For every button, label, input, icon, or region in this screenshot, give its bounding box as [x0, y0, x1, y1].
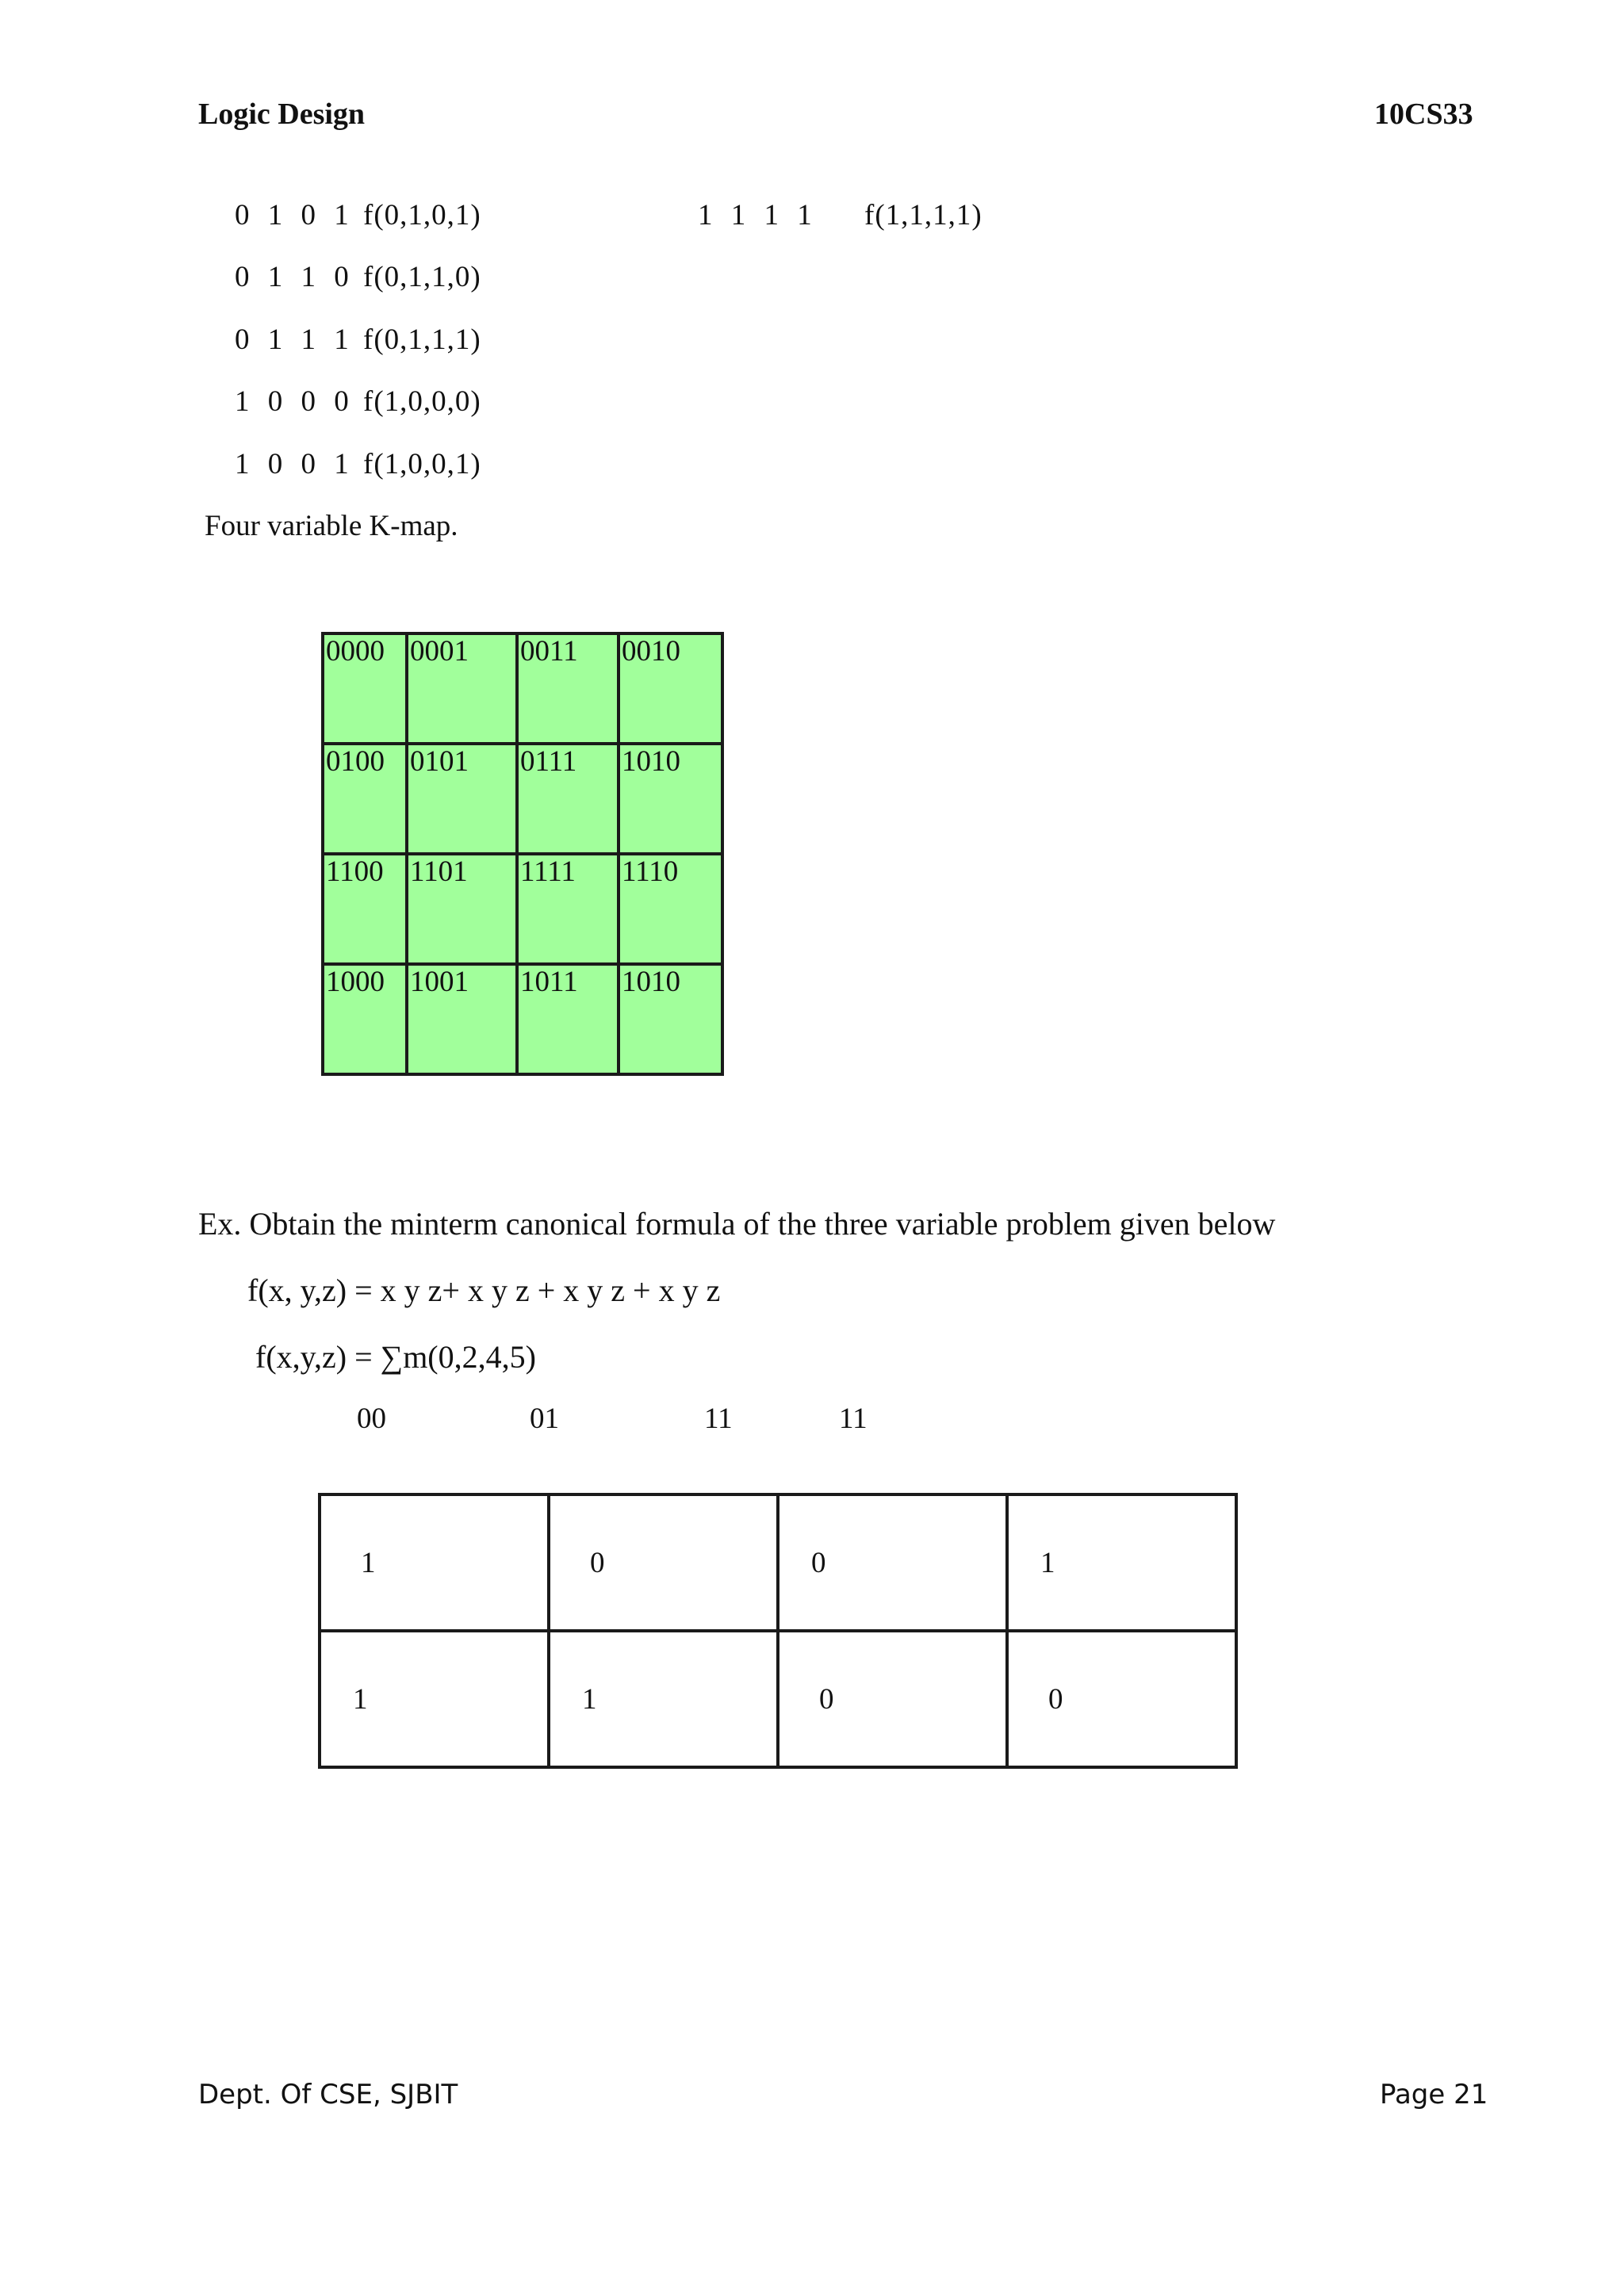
- example-formula-minterm: f(x,y,z) = ∑m(0,2,4,5): [255, 1339, 536, 1375]
- kmap4-cell: 0011: [517, 633, 619, 744]
- kmap4-cell: 1010: [619, 964, 722, 1074]
- kmap3-cell: 0: [1007, 1631, 1236, 1767]
- kmap4-cell: 1000: [323, 964, 407, 1074]
- kmap4-row: [323, 964, 722, 1074]
- kmap3-cell: 1: [1007, 1494, 1236, 1631]
- truth-row-func: f(1,1,1,1): [864, 199, 982, 232]
- example-formula-sum: f(x, y,z) = x y z+ x y z + x y z + x y z: [247, 1272, 721, 1308]
- kmap4-row: [323, 744, 722, 854]
- truth-row-bits: 1 0 0 0: [235, 385, 350, 418]
- kmap3-col-header: 11: [704, 1402, 733, 1435]
- kmap3-cell: 0: [778, 1631, 1007, 1767]
- kmap4-cell: 0000: [323, 633, 407, 744]
- three-variable-kmap: [318, 1493, 1238, 1769]
- kmap3-col-header: 11: [839, 1402, 868, 1435]
- truth-row-bits: 1 1 1 1: [698, 199, 813, 232]
- kmap4-cell: 1101: [407, 854, 517, 964]
- kmap4-cell: 1011: [517, 964, 619, 1074]
- kmap4-cell: 1111: [517, 854, 619, 964]
- kmap3-row: [320, 1631, 1236, 1767]
- truth-row-bits: 0 1 1 1: [235, 323, 350, 356]
- truth-row-bits: 0 1 0 1: [235, 199, 350, 232]
- footer-page-number: Page 21: [1380, 2079, 1488, 2110]
- four-variable-kmap: [321, 632, 724, 1076]
- kmap4-cell: 0001: [407, 633, 517, 744]
- truth-row-func: f(0,1,1,0): [363, 261, 481, 293]
- kmap3-col-header: 01: [530, 1402, 559, 1435]
- truth-row-bits: 0 1 1 0: [235, 261, 350, 293]
- kmap4-row: [323, 633, 722, 744]
- example-statement: Ex. Obtain the minterm canonical formula of the three variable problem given below: [198, 1206, 1276, 1242]
- kmap3-col-header: 00: [357, 1402, 386, 1435]
- truth-row-func: f(1,0,0,1): [363, 448, 481, 480]
- kmap4-cell: 1010: [619, 744, 722, 854]
- kmap3-row: [320, 1494, 1236, 1631]
- truth-row-func: f(0,1,0,1): [363, 199, 481, 232]
- kmap3-cell: 1: [320, 1494, 549, 1631]
- kmap4-cell: 0111: [517, 744, 619, 854]
- footer-department: Dept. Of CSE, SJBIT: [198, 2079, 458, 2110]
- kmap4-cell: 0100: [323, 744, 407, 854]
- kmap4-caption: Four variable K-map.: [205, 510, 458, 542]
- kmap3-cell: 0: [778, 1494, 1007, 1631]
- header-title: Logic Design: [198, 98, 366, 131]
- header-course-code: 10CS33: [1374, 98, 1473, 131]
- kmap4-cell: 0010: [619, 633, 722, 744]
- kmap4-cell: 1001: [407, 964, 517, 1074]
- kmap4-cell: 1100: [323, 854, 407, 964]
- kmap3-cell: 1: [320, 1631, 549, 1767]
- kmap4-cell: 0101: [407, 744, 517, 854]
- kmap3-cell: 0: [549, 1494, 778, 1631]
- kmap3-cell: 1: [549, 1631, 778, 1767]
- kmap4-row: [323, 854, 722, 964]
- truth-row-func: f(0,1,1,1): [363, 323, 481, 356]
- kmap4-cell: 1110: [619, 854, 722, 964]
- truth-row-bits: 1 0 0 1: [235, 448, 350, 480]
- truth-row-func: f(1,0,0,0): [363, 385, 481, 418]
